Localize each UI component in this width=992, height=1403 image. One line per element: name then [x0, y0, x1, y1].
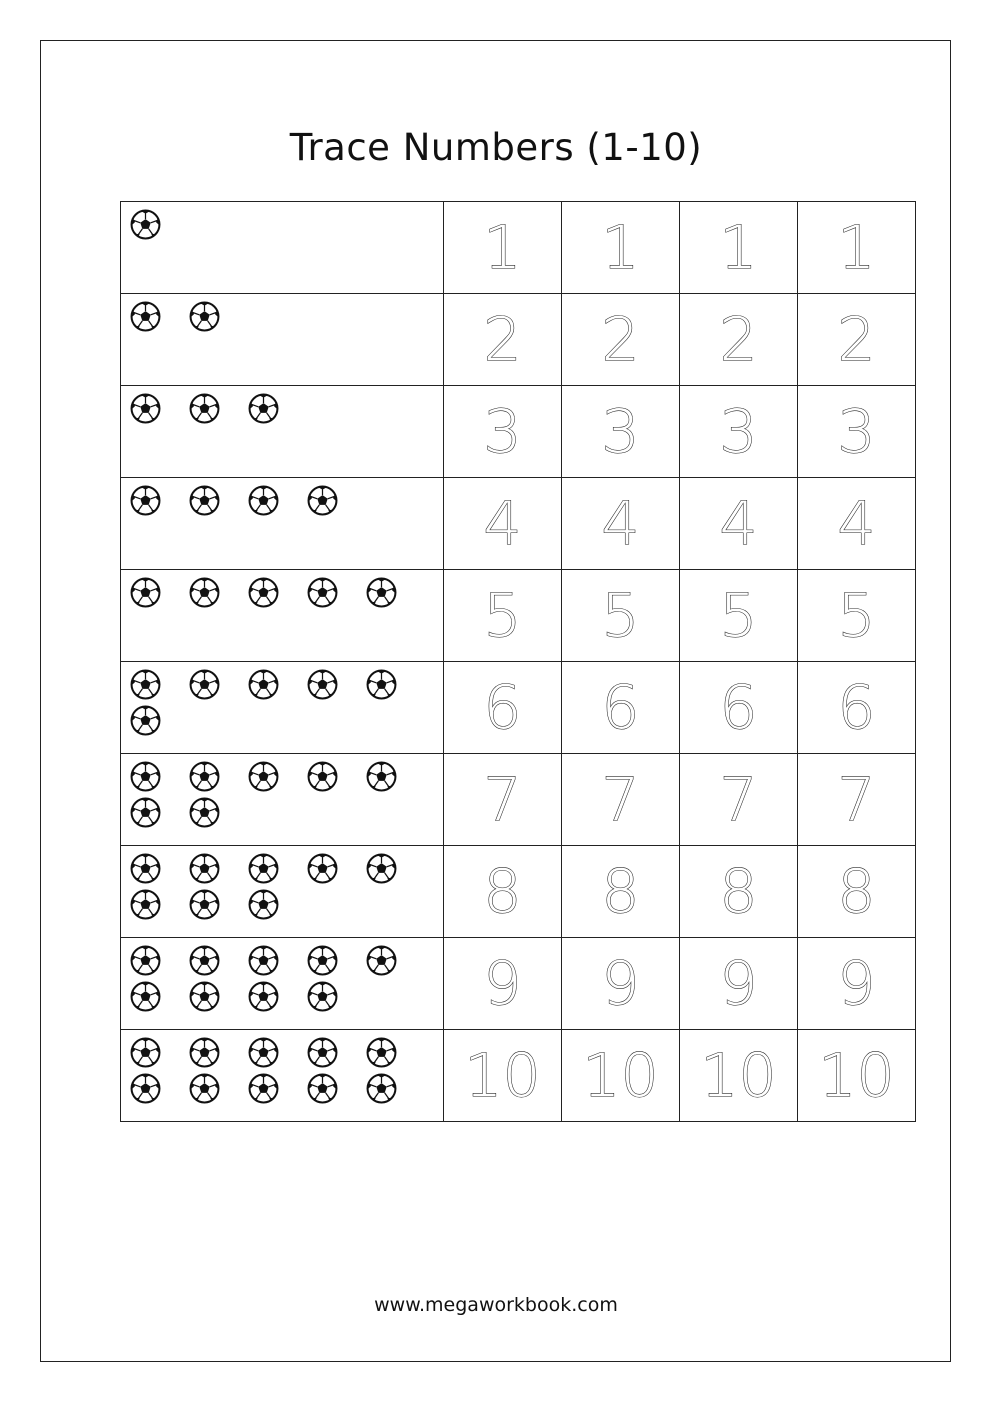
grid-row	[121, 478, 916, 570]
soccer-ball-icon	[189, 577, 220, 608]
trace-cell[interactable]	[798, 570, 916, 662]
trace-cell[interactable]	[562, 662, 680, 754]
soccer-ball-icon	[248, 889, 279, 920]
soccer-ball-icon	[248, 945, 279, 976]
soccer-ball-icon	[130, 853, 161, 884]
ball-count-cell	[121, 386, 444, 478]
soccer-ball-icon	[189, 1073, 220, 1104]
trace-cell[interactable]	[562, 846, 680, 938]
soccer-ball-icon	[130, 577, 161, 608]
grid-row	[121, 1030, 916, 1122]
ball-count-cell	[121, 202, 444, 294]
trace-number: 7	[601, 764, 640, 835]
trace-number: 2	[483, 304, 522, 375]
grid-row	[121, 846, 916, 938]
trace-cell[interactable]	[680, 754, 798, 846]
soccer-ball-icon	[189, 393, 220, 424]
trace-number: 7	[719, 764, 758, 835]
trace-number: 7	[483, 764, 522, 835]
soccer-ball-icon	[248, 393, 279, 424]
trace-cell[interactable]	[798, 478, 916, 570]
trace-number: 1	[719, 212, 758, 283]
soccer-ball-icon	[248, 485, 279, 516]
trace-cell[interactable]	[798, 938, 916, 1030]
grid-row	[121, 938, 916, 1030]
trace-number: 10	[818, 1040, 895, 1111]
soccer-ball-icon	[248, 577, 279, 608]
trace-number: 4	[483, 488, 522, 559]
trace-number: 6	[719, 672, 758, 743]
trace-number: 9	[601, 948, 640, 1019]
soccer-ball-icon	[307, 945, 338, 976]
trace-number: 8	[837, 856, 876, 927]
soccer-ball-icon	[366, 945, 397, 976]
trace-cell[interactable]	[444, 1030, 562, 1122]
soccer-ball-icon	[130, 301, 161, 332]
trace-cell[interactable]	[680, 662, 798, 754]
trace-number: 5	[601, 580, 640, 651]
soccer-ball-icon	[366, 1073, 397, 1104]
trace-number: 6	[837, 672, 876, 743]
soccer-ball-icon	[248, 669, 279, 700]
soccer-ball-icon	[189, 301, 220, 332]
soccer-ball-icon	[130, 705, 161, 736]
trace-number: 8	[719, 856, 758, 927]
trace-cell[interactable]	[562, 938, 680, 1030]
trace-cell[interactable]	[444, 478, 562, 570]
trace-number: 6	[483, 672, 522, 743]
soccer-ball-icon	[248, 1037, 279, 1068]
ball-count-cell	[121, 754, 444, 846]
trace-number: 9	[483, 948, 522, 1019]
soccer-ball-icon	[189, 889, 220, 920]
trace-cell[interactable]	[444, 846, 562, 938]
soccer-ball-icon	[130, 669, 161, 700]
trace-number: 8	[483, 856, 522, 927]
trace-cell[interactable]	[798, 1030, 916, 1122]
ball-count-cell	[121, 846, 444, 938]
soccer-ball-icon	[130, 393, 161, 424]
trace-cell[interactable]	[562, 478, 680, 570]
ball-count-cell	[121, 938, 444, 1030]
soccer-ball-icon	[130, 485, 161, 516]
ball-count-cell	[121, 662, 444, 754]
grid-row	[121, 294, 916, 386]
trace-cell[interactable]	[798, 294, 916, 386]
trace-number: 9	[837, 948, 876, 1019]
trace-number: 7	[837, 764, 876, 835]
trace-number: 5	[837, 580, 876, 651]
soccer-ball-icon	[130, 945, 161, 976]
tracing-grid	[120, 201, 916, 1122]
soccer-ball-icon	[189, 981, 220, 1012]
trace-number: 1	[837, 212, 876, 283]
soccer-ball-icon	[248, 761, 279, 792]
soccer-ball-icon	[307, 1037, 338, 1068]
trace-cell[interactable]	[444, 754, 562, 846]
trace-cell[interactable]	[680, 202, 798, 294]
trace-number: 2	[719, 304, 758, 375]
trace-cell[interactable]	[798, 754, 916, 846]
trace-number: 3	[837, 396, 876, 467]
soccer-ball-icon	[307, 485, 338, 516]
soccer-ball-icon	[366, 577, 397, 608]
trace-cell[interactable]	[444, 938, 562, 1030]
soccer-ball-icon	[189, 761, 220, 792]
trace-cell[interactable]	[798, 202, 916, 294]
trace-number: 1	[601, 212, 640, 283]
trace-number: 4	[719, 488, 758, 559]
trace-cell[interactable]	[680, 294, 798, 386]
trace-number: 4	[601, 488, 640, 559]
trace-cell[interactable]	[680, 478, 798, 570]
ball-count-cell	[121, 570, 444, 662]
soccer-ball-icon	[307, 853, 338, 884]
soccer-ball-icon	[248, 981, 279, 1012]
soccer-ball-icon	[130, 761, 161, 792]
trace-cell[interactable]	[798, 846, 916, 938]
trace-number: 10	[582, 1040, 659, 1111]
trace-cell[interactable]	[444, 202, 562, 294]
trace-number: 10	[464, 1040, 541, 1111]
footer-url: www.megaworkbook.com	[374, 1294, 618, 1316]
trace-cell[interactable]	[562, 386, 680, 478]
trace-number: 10	[700, 1040, 777, 1111]
soccer-ball-icon	[248, 1073, 279, 1104]
grid-row	[121, 570, 916, 662]
trace-number: 4	[837, 488, 876, 559]
trace-number: 3	[719, 396, 758, 467]
trace-number: 2	[837, 304, 876, 375]
grid-row	[121, 662, 916, 754]
soccer-ball-icon	[307, 577, 338, 608]
trace-cell[interactable]	[680, 570, 798, 662]
trace-number: 1	[483, 212, 522, 283]
soccer-ball-icon	[130, 981, 161, 1012]
soccer-ball-icon	[366, 1037, 397, 1068]
ball-count-cell	[121, 478, 444, 570]
grid-row	[121, 202, 916, 294]
page-title: Trace Numbers (1-10)	[289, 126, 703, 169]
trace-cell[interactable]	[562, 754, 680, 846]
soccer-ball-icon	[248, 853, 279, 884]
trace-number: 6	[601, 672, 640, 743]
soccer-ball-icon	[366, 853, 397, 884]
ball-count-cell	[121, 294, 444, 386]
trace-cell[interactable]	[444, 294, 562, 386]
soccer-ball-icon	[189, 669, 220, 700]
trace-number: 8	[601, 856, 640, 927]
trace-cell[interactable]	[798, 662, 916, 754]
trace-number: 9	[719, 948, 758, 1019]
soccer-ball-icon	[307, 981, 338, 1012]
trace-number: 5	[719, 580, 758, 651]
trace-cell[interactable]	[562, 1030, 680, 1122]
soccer-ball-icon	[189, 797, 220, 828]
trace-number: 5	[483, 580, 522, 651]
soccer-ball-icon	[189, 945, 220, 976]
grid-row	[121, 754, 916, 846]
trace-number: 3	[601, 396, 640, 467]
grid-row	[121, 386, 916, 478]
soccer-ball-icon	[130, 1073, 161, 1104]
trace-cell[interactable]	[444, 570, 562, 662]
soccer-ball-icon	[130, 889, 161, 920]
trace-number: 2	[601, 304, 640, 375]
soccer-ball-icon	[366, 761, 397, 792]
trace-cell[interactable]	[680, 386, 798, 478]
soccer-ball-icon	[130, 1037, 161, 1068]
soccer-ball-icon	[189, 485, 220, 516]
soccer-ball-icon	[189, 1037, 220, 1068]
trace-cell[interactable]	[798, 386, 916, 478]
soccer-ball-icon	[307, 761, 338, 792]
trace-cell[interactable]	[562, 294, 680, 386]
trace-cell[interactable]	[444, 386, 562, 478]
trace-cell[interactable]	[680, 938, 798, 1030]
trace-cell[interactable]	[562, 202, 680, 294]
trace-cell[interactable]	[562, 570, 680, 662]
trace-cell[interactable]	[680, 846, 798, 938]
soccer-ball-icon	[130, 209, 161, 240]
soccer-ball-icon	[307, 1073, 338, 1104]
soccer-ball-icon	[189, 853, 220, 884]
trace-cell[interactable]	[444, 662, 562, 754]
soccer-ball-icon	[307, 669, 338, 700]
soccer-ball-icon	[366, 669, 397, 700]
trace-cell[interactable]	[680, 1030, 798, 1122]
ball-count-cell	[121, 1030, 444, 1122]
soccer-ball-icon	[130, 797, 161, 828]
trace-number: 3	[483, 396, 522, 467]
